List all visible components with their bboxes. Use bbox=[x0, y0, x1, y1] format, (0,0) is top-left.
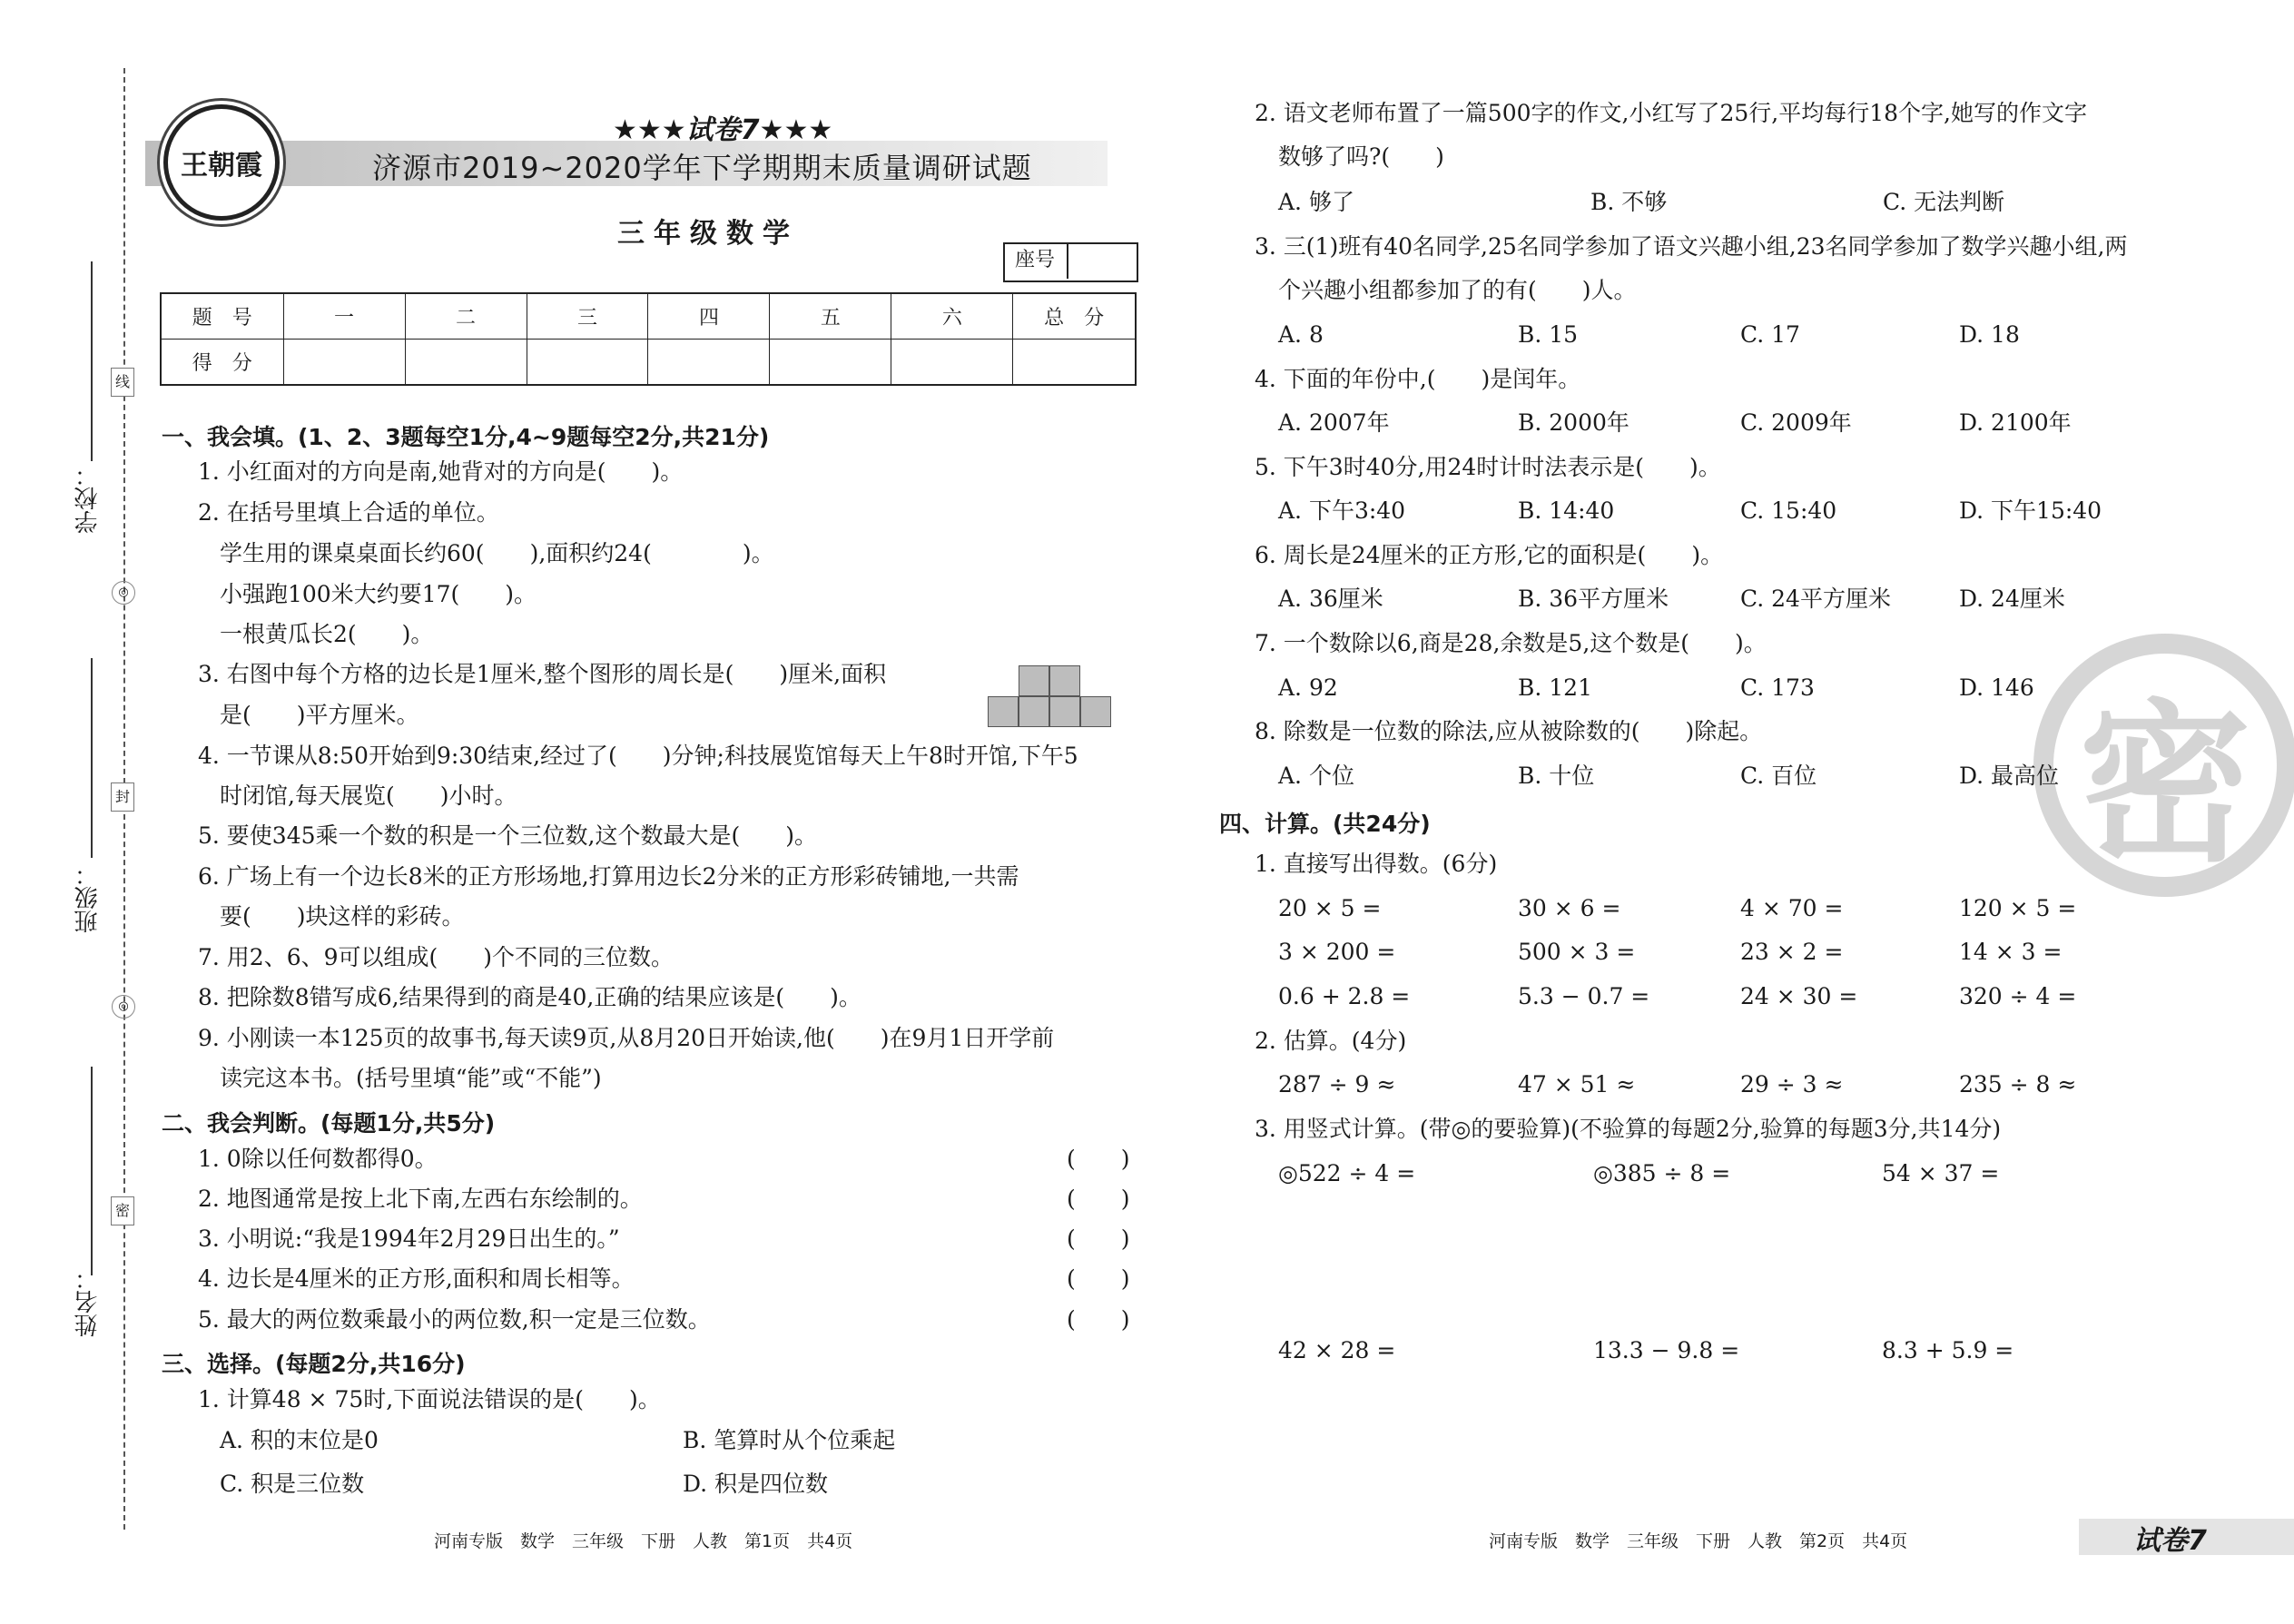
judge-item: 1. 0除以任何数都得0。 bbox=[198, 1146, 438, 1172]
score-cell: 四 bbox=[648, 293, 770, 340]
calc-item: 5.3 − 0.7 = bbox=[1518, 983, 1650, 1009]
publisher-logo: 王朝霞 bbox=[163, 104, 280, 221]
question-line: 8. 除数是一位数的除法,应从被除数的( )除起。 bbox=[1255, 718, 1763, 744]
school-label: 学校： bbox=[74, 463, 102, 534]
page-footer-right: 河南专版 数学 三年级 下册 人教 第2页 共4页 bbox=[1489, 1531, 1908, 1551]
option: D. 下午15:40 bbox=[1959, 497, 2102, 524]
question-line: 8. 把除数8错写成6,结果得到的商是40,正确的结果应该是( )。 bbox=[198, 984, 861, 1010]
grid-square bbox=[988, 696, 1019, 727]
question-line: 7. 用2、6、9可以组成( )个不同的三位数。 bbox=[198, 944, 674, 970]
question-line: 数够了吗?( ) bbox=[1278, 143, 1444, 170]
bind-char-mi: 密 bbox=[111, 1196, 134, 1225]
question-line: 6. 周长是24厘米的正方形,它的面积是( )。 bbox=[1255, 542, 1724, 568]
question-line: 2. 在括号里填上合适的单位。 bbox=[198, 499, 499, 526]
calc-item: 4 × 70 = bbox=[1740, 895, 1844, 921]
subject-title: 三年级数学 bbox=[617, 218, 799, 250]
question-line: 3. 右图中每个方格的边长是1厘米,整个图形的周长是( )厘米,面积 bbox=[198, 661, 887, 687]
question-line: 7. 一个数除以6,商是28,余数是5,这个数是( )。 bbox=[1255, 630, 1767, 656]
calc-item: 42 × 28 = bbox=[1278, 1337, 1396, 1363]
option: C. 积是三位数 bbox=[220, 1471, 365, 1497]
bind-char-xian: 线 bbox=[111, 368, 134, 397]
calc-item: 13.3 − 9.8 = bbox=[1593, 1337, 1740, 1363]
score-input-cell[interactable] bbox=[1013, 340, 1136, 386]
score-input-cell[interactable] bbox=[770, 340, 891, 386]
question-line: 读完这本书。(括号里填“能”或“不能”) bbox=[220, 1065, 602, 1091]
calc-item: 120 × 5 = bbox=[1959, 895, 2077, 921]
score-cell: 五 bbox=[770, 293, 891, 340]
section-3-title: 三、选择。(每题2分,共16分) bbox=[162, 1351, 466, 1377]
calc-item: 29 ÷ 3 ≈ bbox=[1740, 1071, 1844, 1097]
option: B. 十位 bbox=[1518, 763, 1595, 789]
grid-square bbox=[1049, 696, 1080, 727]
bind-dot-icon: ◎ bbox=[112, 581, 135, 605]
judge-item: 2. 地图通常是按上北下南,左西右东绘制的。 bbox=[198, 1186, 643, 1212]
calc-item: 20 × 5 = bbox=[1278, 895, 1382, 921]
calc-item: 23 × 2 = bbox=[1740, 939, 1844, 965]
calc-subtitle: 3. 用竖式计算。(带◎的要验算)(不验算的每题2分,验算的每题3分,共14分) bbox=[1255, 1116, 2002, 1142]
answer-paren[interactable]: ( ) bbox=[1067, 1265, 1130, 1292]
class-underline bbox=[91, 658, 93, 858]
answer-paren[interactable]: ( ) bbox=[1067, 1225, 1130, 1252]
question-line: 6. 广场上有一个边长8米的正方形场地,打算用边长2分米的正方形彩砖铺地,一共需 bbox=[198, 863, 1019, 890]
score-cell: 题 号 bbox=[161, 293, 283, 340]
section-2-title: 二、我会判断。(每题1分,共5分) bbox=[162, 1110, 496, 1137]
option: A. 够了 bbox=[1278, 189, 1354, 215]
judge-item: 4. 边长是4厘米的正方形,面积和周长相等。 bbox=[198, 1265, 635, 1292]
option: D. 146 bbox=[1959, 674, 2034, 701]
score-cell: 一 bbox=[283, 293, 405, 340]
grid-square bbox=[1019, 696, 1049, 727]
section-1-title: 一、我会填。(1、2、3题每空1分,4~9题每空2分,共21分) bbox=[162, 424, 770, 450]
score-input-cell[interactable] bbox=[405, 340, 527, 386]
question-line: 2. 语文老师布置了一篇500字的作文,小红写了25行,平均每行18个字,她写的作文字 bbox=[1255, 100, 2087, 126]
judge-item: 5. 最大的两位数乘最小的两位数,积一定是三位数。 bbox=[198, 1306, 711, 1333]
option: C. 百位 bbox=[1740, 763, 1817, 789]
option: A. 92 bbox=[1278, 674, 1338, 701]
calc-subtitle: 2. 估算。(4分) bbox=[1255, 1028, 1407, 1054]
calc-item: 3 × 200 = bbox=[1278, 939, 1396, 965]
score-input-cell[interactable] bbox=[527, 340, 648, 386]
option: C. 15:40 bbox=[1740, 497, 1837, 524]
score-cell: 总 分 bbox=[1013, 293, 1136, 340]
option: A. 积的末位是0 bbox=[220, 1427, 379, 1453]
calc-item: 14 × 3 = bbox=[1959, 939, 2063, 965]
score-table-score-row bbox=[161, 340, 1136, 386]
question-line: 时闭馆,每天展览( )小时。 bbox=[220, 782, 517, 809]
option: B. 笔算时从个位乘起 bbox=[683, 1427, 896, 1453]
option: D. 积是四位数 bbox=[683, 1471, 829, 1497]
bind-dot-icon: ◎ bbox=[112, 995, 135, 1019]
question-line: 1. 计算48 × 75时,下面说法错误的是( )。 bbox=[198, 1386, 661, 1412]
score-cell: 得 分 bbox=[161, 340, 283, 386]
option: C. 2009年 bbox=[1740, 409, 1852, 436]
confidential-seal-icon: 密 bbox=[2033, 634, 2294, 897]
calc-item: 30 × 6 = bbox=[1518, 895, 1621, 921]
seat-number-label: 座号 bbox=[1003, 242, 1068, 279]
grid-square bbox=[1019, 665, 1049, 696]
exam-title: 济源市2019~2020学年下学期期末质量调研试题 bbox=[372, 151, 1032, 185]
exam-number-tag: ★★★试卷7★★★ bbox=[613, 114, 833, 146]
question-line: 3. 三(1)班有40名同学,25名同学参加了语文兴趣小组,23名同学参加了数学兴趣小组,两 bbox=[1255, 233, 2128, 260]
option: D. 最高位 bbox=[1959, 763, 2060, 789]
question-line: 9. 小刚读一本125页的故事书,每天读9页,从8月20日开始读,他( )在9月1日开学前 bbox=[198, 1025, 1055, 1051]
option: D. 18 bbox=[1959, 321, 2020, 348]
score-input-cell[interactable] bbox=[283, 340, 405, 386]
calc-item: 54 × 37 = bbox=[1882, 1160, 2000, 1186]
question-line: 要( )块这样的彩砖。 bbox=[220, 903, 465, 930]
calc-item: 0.6 + 2.8 = bbox=[1278, 983, 1411, 1009]
calc-item: 235 ÷ 8 ≈ bbox=[1959, 1071, 2077, 1097]
question-line: 1. 小红面对的方向是南,她背对的方向是( )。 bbox=[198, 458, 684, 485]
question-line: 学生用的课桌桌面长约60( ),面积约24( )。 bbox=[220, 540, 774, 566]
question-line: 5. 下午3时40分,用24时计时法表示是( )。 bbox=[1255, 454, 1721, 480]
option: B. 121 bbox=[1518, 674, 1592, 701]
section-4-title: 四、计算。(共24分) bbox=[1219, 811, 1431, 837]
calc-item: 8.3 + 5.9 = bbox=[1882, 1337, 2014, 1363]
option: B. 36平方厘米 bbox=[1518, 586, 1669, 612]
calc-item: 320 ÷ 4 = bbox=[1959, 983, 2077, 1009]
class-label: 班级： bbox=[74, 862, 102, 933]
score-table-header-row bbox=[161, 293, 1136, 340]
question-line: 个兴趣小组都参加了的有( )人。 bbox=[1278, 277, 1637, 303]
calc-item: ◎522 ÷ 4 = bbox=[1278, 1160, 1416, 1186]
name-label: 姓名： bbox=[74, 1266, 102, 1337]
question-line: 4. 下面的年份中,( )是闰年。 bbox=[1255, 366, 1581, 392]
option: A. 个位 bbox=[1278, 763, 1354, 789]
calc-item: 47 × 51 ≈ bbox=[1518, 1071, 1636, 1097]
option: B. 15 bbox=[1518, 321, 1579, 348]
option: A. 下午3:40 bbox=[1278, 497, 1406, 524]
option: C. 17 bbox=[1740, 321, 1800, 348]
option: A. 2007年 bbox=[1278, 409, 1390, 436]
answer-paren[interactable]: ( ) bbox=[1067, 1146, 1130, 1172]
calc-subtitle: 1. 直接写出得数。(6分) bbox=[1255, 851, 1498, 877]
grid-square bbox=[1049, 665, 1080, 696]
score-cell: 三 bbox=[527, 293, 648, 340]
score-cell: 六 bbox=[891, 293, 1013, 340]
school-underline bbox=[91, 261, 93, 461]
bind-char-feng: 封 bbox=[111, 782, 134, 812]
score-table bbox=[160, 292, 1137, 386]
calc-item: ◎385 ÷ 8 = bbox=[1593, 1160, 1731, 1186]
option: C. 173 bbox=[1740, 674, 1815, 701]
grid-square bbox=[1080, 696, 1111, 727]
name-underline bbox=[91, 1067, 93, 1275]
answer-paren[interactable]: ( ) bbox=[1067, 1306, 1130, 1333]
question-line: 5. 要使345乘一个数的积是一个三位数,这个数最大是( )。 bbox=[198, 822, 817, 849]
score-input-cell[interactable] bbox=[648, 340, 770, 386]
question-line: 小强跑100米大约要17( )。 bbox=[220, 581, 537, 607]
option: A. 8 bbox=[1278, 321, 1324, 348]
question-line: 一根黄瓜长2( )。 bbox=[220, 621, 434, 647]
score-input-cell[interactable] bbox=[891, 340, 1013, 386]
option: B. 2000年 bbox=[1518, 409, 1629, 436]
score-cell: 二 bbox=[405, 293, 527, 340]
question-line: 4. 一节课从8:50开始到9:30结束,经过了( )分钟;科技展览馆每天上午8时开馆,下午5 bbox=[198, 743, 1078, 769]
option: B. 14:40 bbox=[1518, 497, 1615, 524]
option: C. 24平方厘米 bbox=[1740, 586, 1891, 612]
page-footer-left: 河南专版 数学 三年级 下册 人教 第1页 共4页 bbox=[434, 1531, 853, 1551]
binding-margin bbox=[0, 0, 136, 1624]
option: A. 36厘米 bbox=[1278, 586, 1383, 612]
calc-item: 24 × 30 = bbox=[1740, 983, 1858, 1009]
option: C. 无法判断 bbox=[1883, 189, 2005, 215]
answer-paren[interactable]: ( ) bbox=[1067, 1186, 1130, 1212]
option: B. 不够 bbox=[1590, 189, 1668, 215]
calc-item: 287 ÷ 9 ≈ bbox=[1278, 1071, 1396, 1097]
option: D. 24厘米 bbox=[1959, 586, 2065, 612]
question-line: 是( )平方厘米。 bbox=[220, 702, 419, 728]
paper-number-tag: 试卷7 bbox=[2133, 1525, 2207, 1557]
option: D. 2100年 bbox=[1959, 409, 2072, 436]
judge-item: 3. 小明说:“我是1994年2月29日出生的。” bbox=[198, 1225, 620, 1252]
calc-item: 500 × 3 = bbox=[1518, 939, 1636, 965]
